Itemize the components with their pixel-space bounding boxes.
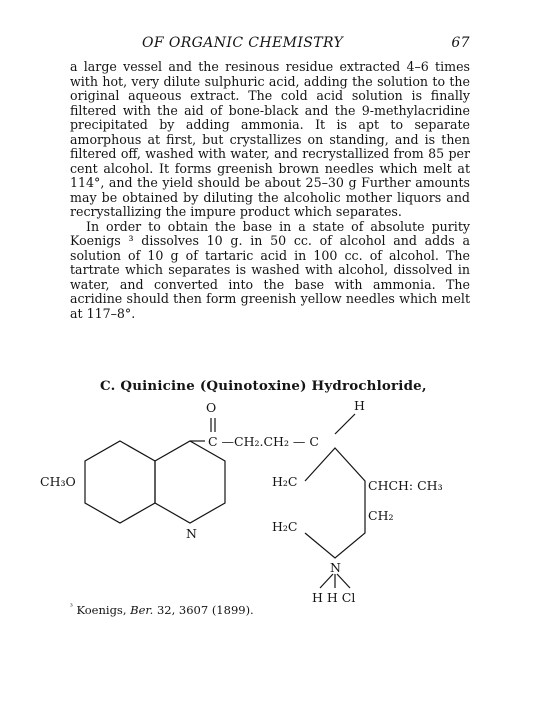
footnote-citation: 32, 3607 (1899). [156,603,254,617]
hydrogen-top: H [354,398,365,413]
paragraph-1: a large vessel and the resinous residue extracted 4–6 times with hot, very dilute sulphuric acid, adding the solution to the original aqueous extract. The cold acid solution is finally filtered with the aid of bone-black and the 9-methylacridine precipitated by adding ammonia. It is apt to separate amorphous at first, but crystallizes on standing, and is then filtered off, washed with water, and recrystallized from 85 per cent alcohol. It forms greenish brown needles which melt at 114°, and the yield should be about 25–30 g Further amounts may be obtained by diluting the alcoholic mother liquors and recrystallizing the impure product which separates. [70,59,470,219]
structural-formula [0,398,533,618]
footnote-author: Koenigs, [76,603,127,617]
piperidine-ring [305,448,365,558]
footnote-mark: ³ [70,603,73,612]
vinyl-group: CHCH: CH₃ [368,478,443,493]
running-title: OF ORGANIC CHEMISTRY [142,35,344,51]
page-header [70,35,470,55]
carbonyl-oxygen: O [206,400,217,415]
footnote [70,603,470,617]
methoxy-group: CH₃O [40,474,76,489]
footnote-journal: Ber. [130,603,154,617]
paragraph-2: In order to obtain the base in a state of absolute purity Koenigs ³ dissolves 10 g. in 50 cc. of alcohol and adds a solution of 10 g of tartaric acid in 100 cc. of alcohol. The tartrate which separates is washed with alcohol, dissolved in water, and converted into the base with ammonia. The acridine should then form greenish yellow needles which melt at 117–8°. [70,218,470,321]
quinoline-left-ring [85,441,155,523]
methylene-group: CH₂ [368,508,394,523]
n-h-bond-left [320,574,333,588]
hydrochloride-atoms: H H Cl [312,590,356,605]
h2c-upper: H₂C [272,474,298,489]
ch-bond [335,414,355,434]
quinoline-right-ring [155,441,225,523]
body-text [70,60,470,321]
side-chain: C —CH₂.CH₂ — C [208,434,319,449]
page-number: 67 [451,35,470,51]
quinoline-nitrogen: N [186,526,197,541]
piperidine-nitrogen: N [330,560,341,575]
n-cl-bond [337,574,350,588]
section-heading: C. Quinicine (Quinotoxine) Hydrochloride, [100,378,427,394]
h2c-lower: H₂C [272,519,298,534]
